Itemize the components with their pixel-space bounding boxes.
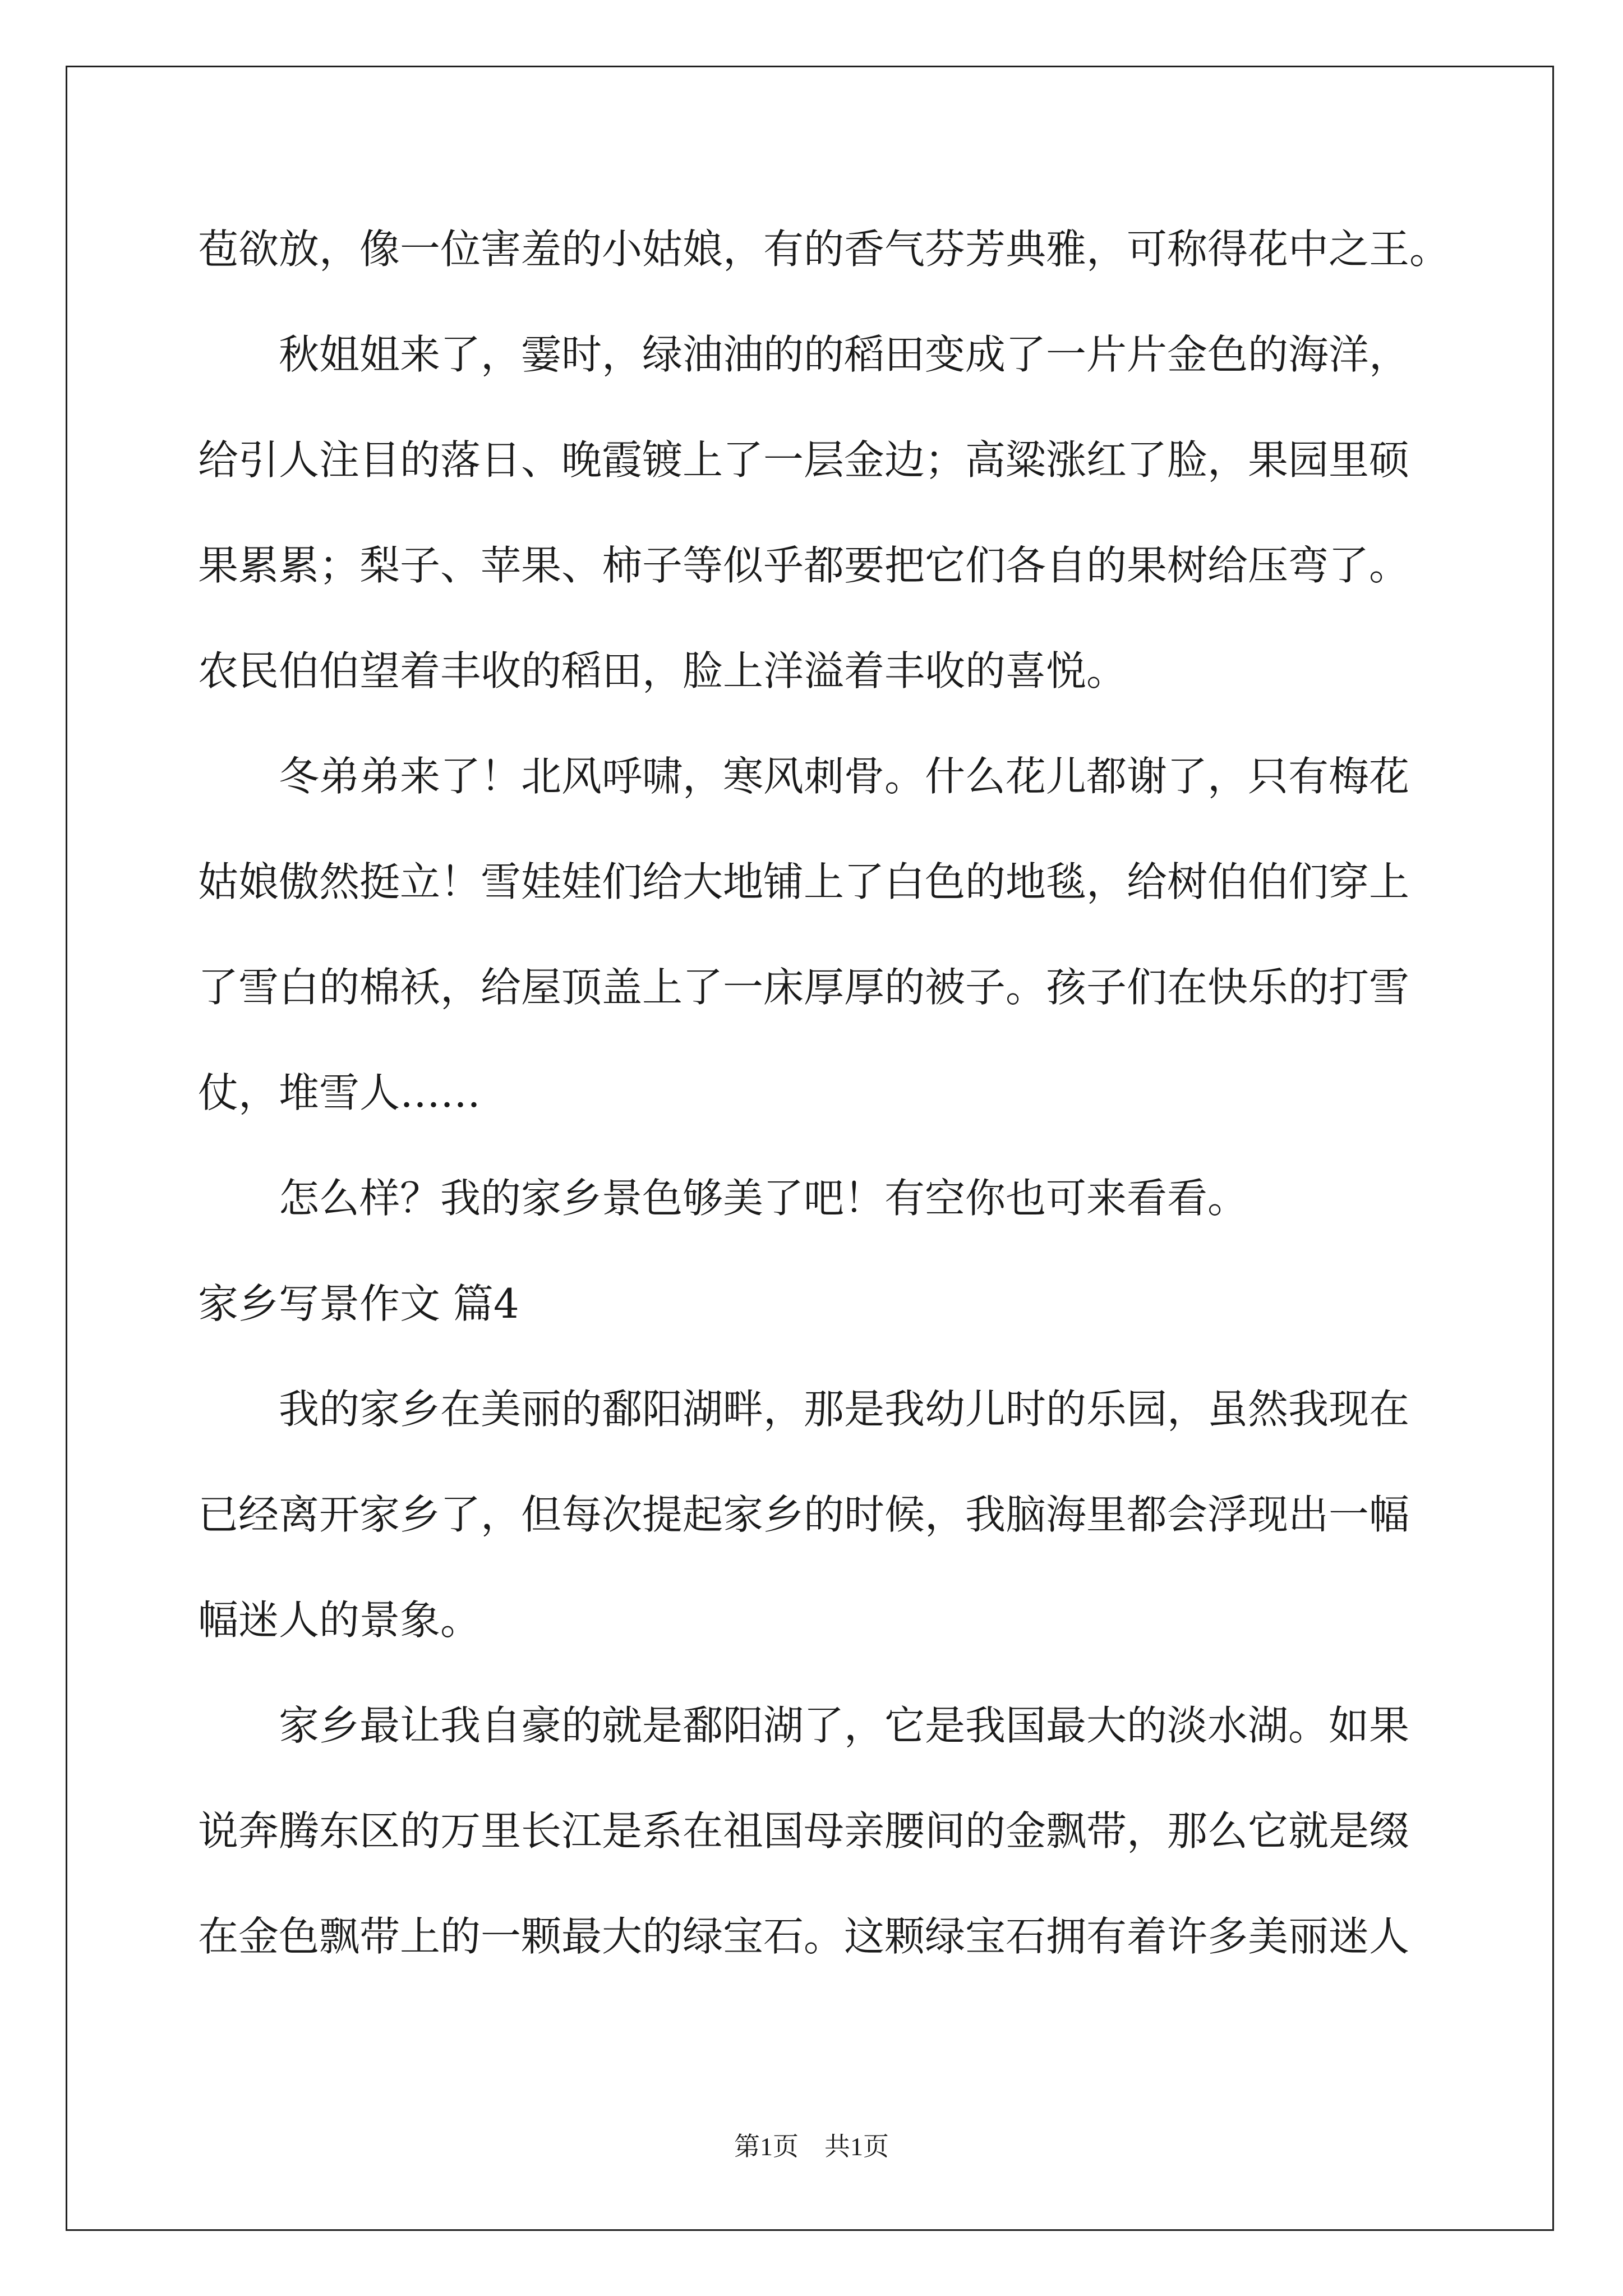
text-line: 秋姐姐来了，霎时，绿油油的的稻田变成了一片片金色的海洋， xyxy=(279,331,1410,378)
page-footer: 第1页 共1页 xyxy=(734,2132,889,2161)
text-line: 冬弟弟来了！北风呼啸，寒风刺骨。什么花儿都谢了，只有梅花 xyxy=(279,753,1410,800)
text-line: 给引人注目的落日、晚霞镀上了一层金边；高粱涨红了脸，果园里硕 xyxy=(198,436,1410,484)
document-body xyxy=(198,196,1450,1989)
text-line: 果累累；梨子、苹果、柿子等似乎都要把它们各自的果树给压弯了。 xyxy=(198,542,1410,589)
text-line: 幅迷人的景象。 xyxy=(198,1596,481,1644)
text-line: 说奔腾东区的万里长江是系在祖国母亲腰间的金飘带，那么它就是缀 xyxy=(198,1807,1410,1855)
text-line: 家乡最让我自豪的就是鄱阳湖了，它是我国最大的淡水湖。如果 xyxy=(279,1702,1410,1749)
text-line: 姑娘傲然挺立！雪娃娃们给大地铺上了白色的地毯，给树伯伯们穿上 xyxy=(198,858,1410,905)
text-line: 怎么样？我的家乡景色够美了吧！有空你也可来看看。 xyxy=(279,1175,1248,1222)
text-line: 了雪白的棉袄，给屋顶盖上了一床厚厚的被子。孩子们在快乐的打雪 xyxy=(198,964,1410,1011)
text-line: 我的家乡在美丽的鄱阳湖畔，那是我幼儿时的乐园，虽然我现在 xyxy=(279,1386,1410,1433)
text-line: 农民伯伯望着丰收的稻田，脸上洋溢着丰收的喜悦。 xyxy=(198,647,1127,694)
text-line: 仗，堆雪人…… xyxy=(198,1069,481,1116)
section-heading: 家乡写景作文 篇4 xyxy=(198,1280,519,1327)
text-line: 在金色飘带上的一颗最大的绿宝石。这颗绿宝石拥有着许多美丽迷人 xyxy=(198,1913,1410,1960)
text-line: 已经离开家乡了，但每次提起家乡的时候，我脑海里都会浮现出一幅 xyxy=(198,1491,1410,1538)
text-line: 苞欲放，像一位害羞的小姑娘，有的香气芬芳典雅，可称得花中之王。 xyxy=(198,226,1450,273)
